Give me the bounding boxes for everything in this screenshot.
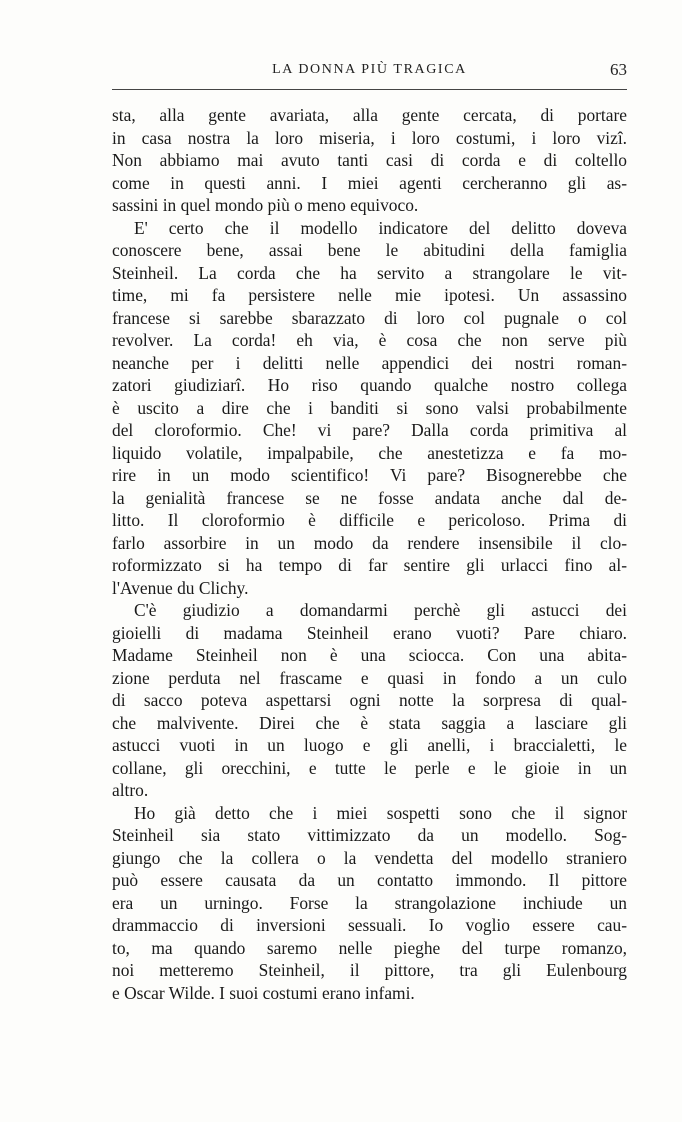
text-line: e Oscar Wilde. I suoi costumi erano infami.	[112, 982, 415, 1003]
text-line: astucci vuoti in un luogo e gli anelli, i braccialetti, le	[112, 735, 627, 755]
text-line: rire in un modo scientifico! Vi pare? Bisognerebbe che	[112, 465, 627, 485]
text-line: conoscere bene, assai bene le abitudini della famiglia	[112, 240, 627, 260]
text-line: francese si sarebbe sbarazzato di loro col pugnale o col	[112, 307, 627, 328]
text-line: altro.	[112, 780, 149, 800]
text-line: Madame Steinheil non è una sciocca. Con una abita-	[112, 645, 627, 665]
text-line: liquido volatile, impalpabile, che anestetizza e fa mo-	[112, 442, 627, 463]
text-line: in casa nostra la loro miseria, i loro costumi, i loro vizî.	[112, 127, 627, 148]
text-line: C'è giudizio a domandarmi perchè gli astucci dei	[134, 600, 627, 620]
text-line: che malvivente. Direi che è stata saggia a lasciare gli	[112, 712, 627, 733]
text-line: noi metteremo Steinheil, il pittore, tra gli Eulenbourg	[112, 960, 627, 980]
text-line: zatori giudiziarî. Ho riso quando qualche nostro collega	[112, 375, 627, 395]
text-line: farlo assorbire in un modo da rendere insensibile il clo-	[112, 532, 627, 553]
text-line: era un urningo. Forse la strangolazione inchiude un	[112, 892, 627, 913]
header-rule	[112, 89, 627, 90]
text-line: litto. Il cloroformio è difficile e pericoloso. Prima di	[112, 510, 627, 530]
text-line: E' certo che il modello indicatore del delitto doveva	[134, 217, 627, 238]
text-line: giungo che la collera o la vendetta del modello straniero	[112, 847, 627, 868]
text-line: Steinheil. La corda che ha servito a strangolare le vit-	[112, 262, 627, 283]
text-line: Ho già detto che i miei sospetti sono che il signor	[134, 802, 627, 823]
body-text	[112, 104, 627, 1004]
text-line: collane, gli orecchini, e tutte le perle e le gioie in un	[112, 757, 627, 778]
text-line: gioielli di madama Steinheil erano vuoti? Pare chiaro.	[112, 622, 627, 643]
text-line: la genialità francese se ne fosse andata anche dal de-	[112, 487, 627, 508]
page-header	[112, 62, 627, 86]
text-line: l'Avenue du Clichy.	[112, 577, 249, 598]
text-line: neanche per i delitti nelle appendici dei nostri roman-	[112, 352, 627, 373]
text-line: di sacco poteva aspettarsi ogni notte la sorpresa di qual-	[112, 690, 627, 710]
text-line: drammaccio di inversioni sessuali. Io voglio essere cau-	[112, 915, 627, 935]
text-line: to, ma quando saremo nelle pieghe del turpe romanzo,	[112, 937, 627, 958]
text-line: Steinheil sia stato vittimizzato da un modello. Sog-	[112, 825, 627, 845]
text-line: sassini in quel mondo più o meno equivoco.	[112, 195, 419, 215]
text-line: zione perduta nel frascame e quasi in fondo a un culo	[112, 667, 627, 688]
text-line: del cloroformio. Che! vi pare? Dalla corda primitiva al	[112, 420, 627, 440]
text-line: roformizzato si ha tempo di far sentire gli urlacci fino al-	[112, 555, 627, 575]
text-line: revolver. La corda! eh via, è cosa che non serve più	[112, 330, 627, 350]
text-line: può essere causata da un contatto immondo. Il pittore	[112, 870, 627, 890]
page-number: 63	[610, 60, 627, 79]
text-line: è uscito a dire che i banditi si sono valsi probabilmente	[112, 397, 627, 418]
text-line: come in questi anni. I miei agenti cercheranno gli as-	[112, 172, 627, 193]
text-line: time, mi fa persistere nelle mie ipotesi. Un assassino	[112, 285, 627, 305]
text-line: Non abbiamo mai avuto tanti casi di corda e di coltello	[112, 150, 627, 170]
text-line: sta, alla gente avariata, alla gente cercata, di portare	[112, 105, 627, 125]
running-title: LA DONNA PIÙ TRAGICA	[272, 62, 467, 77]
